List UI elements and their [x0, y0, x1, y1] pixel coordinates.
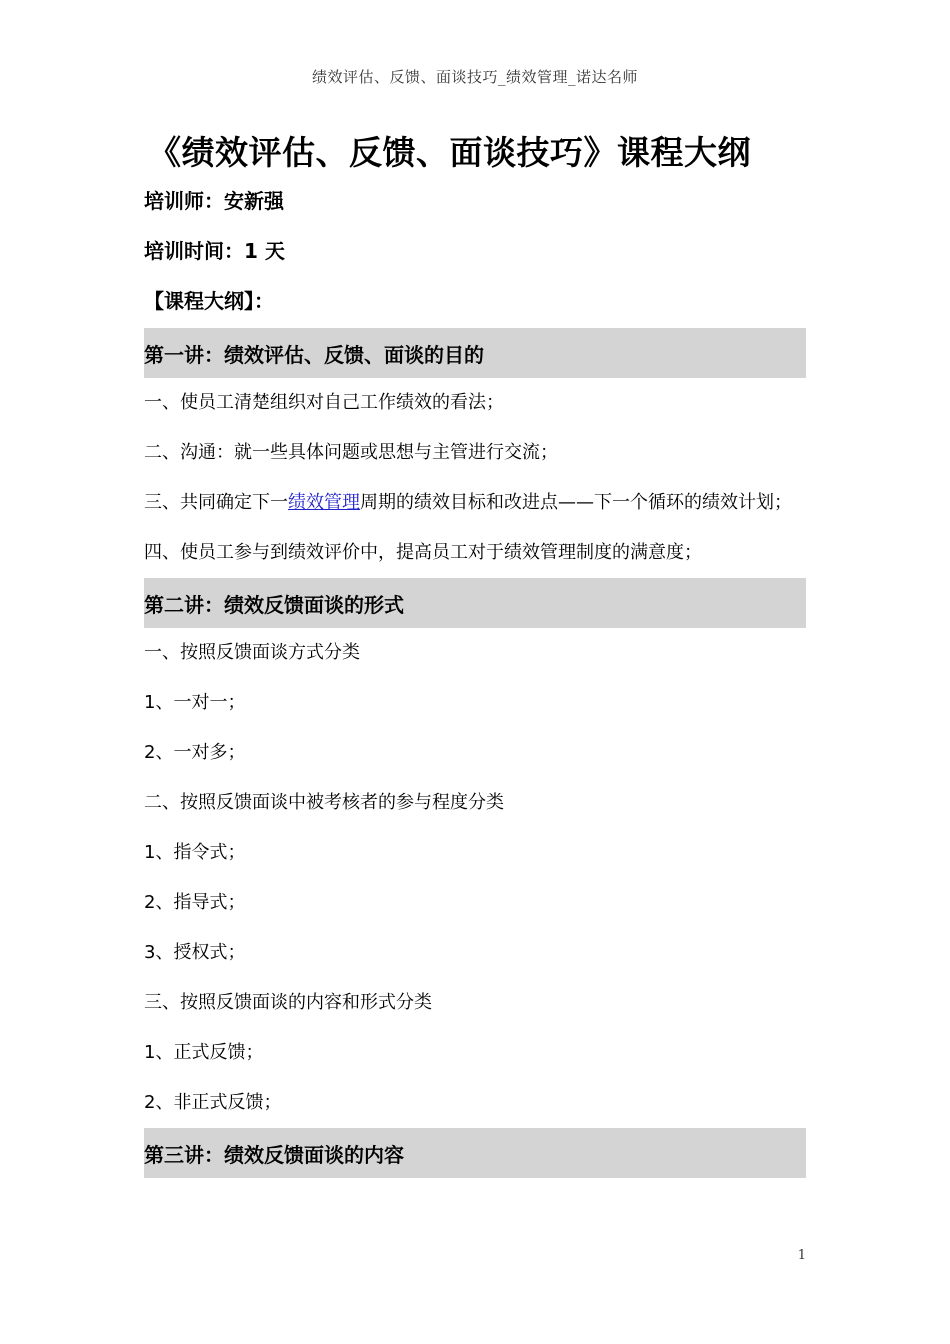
list-item: 四、使员工参与到绩效评价中，提高员工对于绩效管理制度的满意度； [144, 542, 702, 563]
document-body [144, 128, 806, 1178]
list-item: 二、按照反馈面谈中被考核者的参与程度分类 [144, 792, 504, 813]
section-heading-3: 第三讲：绩效反馈面谈的内容 [144, 1128, 806, 1178]
list-item: 一、使员工清楚组织对自己工作绩效的看法； [144, 392, 504, 413]
duration-line: 培训时间：1 天 [144, 239, 285, 263]
list-item: 1、指令式； [144, 842, 246, 863]
list-item: 2、非正式反馈； [144, 1092, 282, 1113]
list-item: 2、一对多； [144, 742, 246, 763]
list-item: 二、沟通：就一些具体问题或思想与主管进行交流； [144, 442, 558, 463]
performance-management-link[interactable]: 绩效管理 [288, 492, 360, 513]
list-item-with-link [144, 478, 806, 528]
document-title: 《绩效评估、反馈、面谈技巧》课程大纲 [148, 133, 751, 172]
outline-label: 【课程大纲】： [144, 289, 274, 313]
list-item: 三、按照反馈面谈的内容和形式分类 [144, 992, 432, 1013]
section-heading-2: 第二讲：绩效反馈面谈的形式 [144, 578, 806, 628]
list-item-text: 周期的绩效目标和改进点——下一个循环的绩效计划； [360, 492, 792, 513]
page-number: 1 [797, 1248, 806, 1263]
list-item: 一、按照反馈面谈方式分类 [144, 642, 360, 663]
list-item-text: 三、共同确定下一 [144, 492, 288, 513]
list-item: 3、授权式； [144, 942, 246, 963]
list-item: 2、指导式； [144, 892, 246, 913]
list-item: 1、正式反馈； [144, 1042, 264, 1063]
trainer-line: 培训师：安新强 [144, 189, 284, 213]
section-heading-1: 第一讲：绩效评估、反馈、面谈的目的 [144, 328, 806, 378]
list-item: 1、一对一； [144, 692, 246, 713]
running-header: 绩效评估、反馈、面谈技巧_绩效管理_诺达名师 [311, 68, 638, 86]
